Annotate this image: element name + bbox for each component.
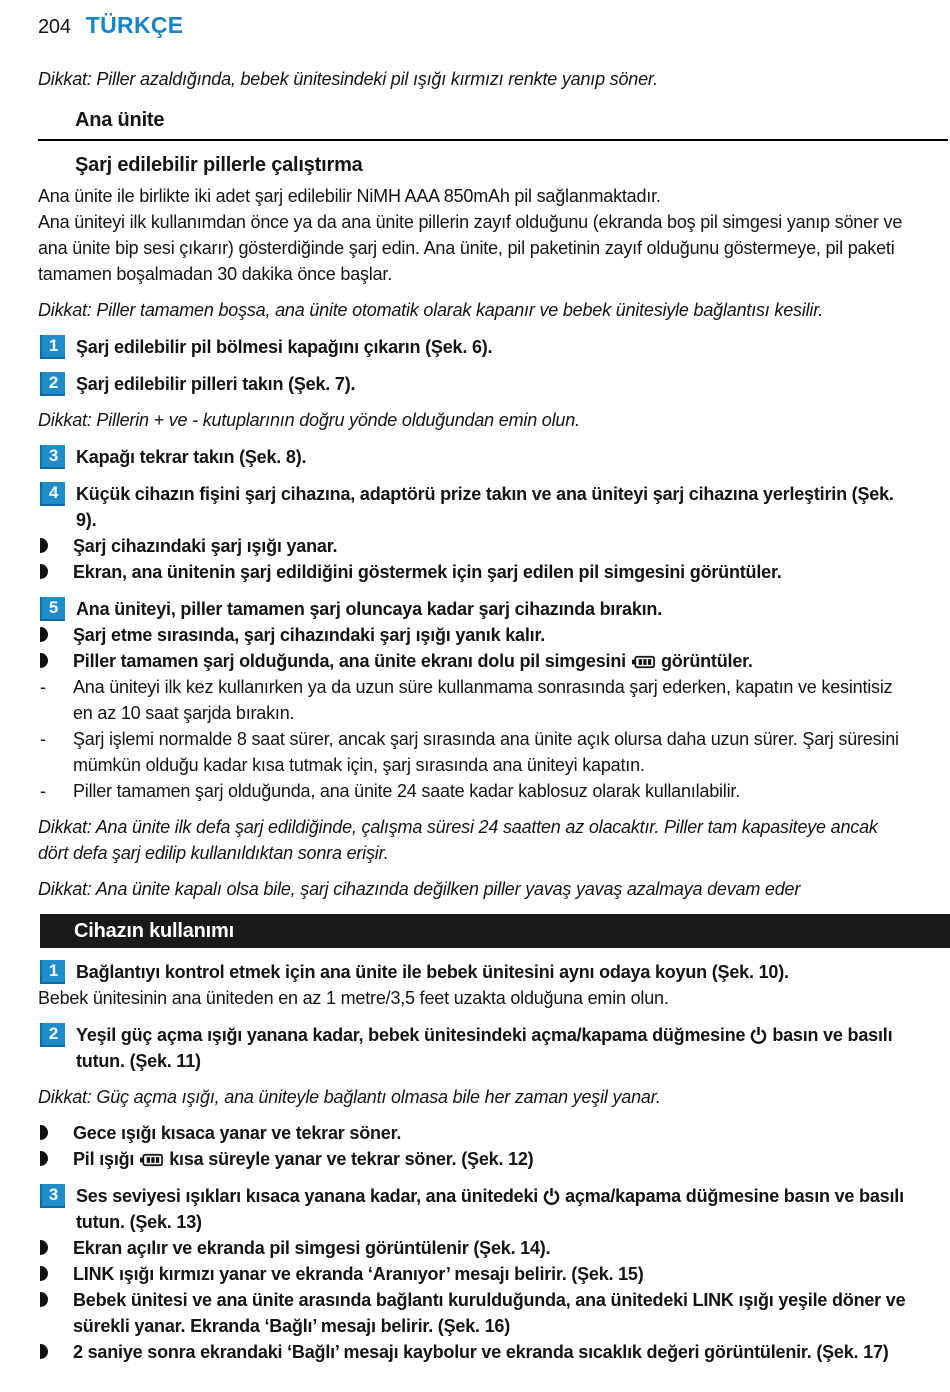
arrow-bullet-icon bbox=[40, 1240, 48, 1255]
note-slow-drain: Dikkat: Ana ünite kapalı olsa bile, şarj cihazında değilken piller yavaş yavaş azalmaya devam eder bbox=[38, 879, 801, 899]
result-text-after: kısa süreyle yanar ve tekrar söner. (Şek. 12) bbox=[169, 1149, 534, 1169]
result-item bbox=[40, 559, 910, 585]
result-text-after: görüntüler. bbox=[660, 651, 753, 671]
language-title: TÜRKÇE bbox=[85, 12, 184, 38]
power-icon bbox=[750, 1026, 767, 1044]
section-bar-title: Cihazın kullanımı bbox=[74, 920, 234, 942]
result-item bbox=[40, 533, 910, 559]
step-item bbox=[40, 334, 910, 360]
step-badge: 5 bbox=[40, 597, 65, 621]
result-text-before: Piller tamamen şarj olduğunda, ana ünite ekranı dolu pil simgesini bbox=[73, 651, 626, 671]
arrow-bullet-icon bbox=[40, 1292, 48, 1307]
step-text-before: Yeşil güç açma ışığı yanana kadar, bebek ünitesindeki açma/kapama düğmesine bbox=[76, 1025, 746, 1045]
step-text: Şarj edilebilir pilleri takın (Şek. 7). bbox=[76, 374, 356, 394]
section-bar bbox=[40, 914, 950, 948]
step-badge: 2 bbox=[40, 372, 65, 396]
arrow-bullet-icon bbox=[40, 1266, 48, 1281]
note-polarity: Dikkat: Pillerin + ve - kutuplarının doğru yönde olduğundan emin olun. bbox=[38, 410, 580, 430]
power-icon bbox=[543, 1187, 560, 1205]
step-badge: 1 bbox=[40, 960, 65, 984]
step-text-after: basın ve basılı tutun. (Şek. 11) bbox=[76, 1025, 893, 1071]
dash-bullet: - bbox=[40, 677, 46, 697]
step-badge: 2 bbox=[40, 1023, 65, 1047]
result-text: Ekran, ana ünitenin şarj edildiğini göstermek için şarj edilen pil simgesini görüntüler. bbox=[73, 562, 782, 582]
result-item bbox=[40, 1146, 910, 1172]
result-item bbox=[40, 622, 910, 648]
tip-item bbox=[40, 674, 910, 726]
tip-item bbox=[40, 726, 910, 778]
result-text: LINK ışığı kırmızı yanar ve ekranda ‘Aranıyor’ mesajı belirir. (Şek. 15) bbox=[73, 1264, 644, 1284]
paragraph-when-to-charge: Ana üniteyi ilk kullanımdan önce ya da ana ünite pillerin zayıf olduğunu (ekranda boş pil simgesi yanıp söner ve ana ünite bip sesi çıkarır) gösterdiğinde şarj edin. Ana ünite, pil paketinin zayıf olduğunu göstermeye, pil paketi tamamen boşalmadan 30 dakika önce başlar. bbox=[38, 212, 903, 284]
step-text-before: Ses seviyesi ışıkları kısaca yanana kadar, ana ünitedeki bbox=[76, 1186, 539, 1206]
arrow-bullet-icon bbox=[40, 653, 48, 668]
step-item bbox=[40, 371, 910, 397]
page-number: 204 bbox=[38, 16, 71, 38]
step-text: Bağlantıyı kontrol etmek için ana ünite ile bebek ünitesini aynı odaya koyun (Şek. 10). bbox=[76, 962, 789, 982]
step-badge: 1 bbox=[40, 335, 65, 359]
paragraph-batteries-included: Ana ünite ile birlikte iki adet şarj edilebilir NiMH AAA 850mAh pil sağlanmaktadır. bbox=[38, 186, 661, 206]
arrow-bullet-icon bbox=[40, 1151, 48, 1166]
result-text bbox=[73, 648, 910, 674]
paragraph-distance: Bebek ünitesinin ana üniteden en az 1 metre/3,5 feet uzakta olduğuna emin olun. bbox=[38, 988, 669, 1008]
section-heading-main-unit: Ana ünite bbox=[75, 109, 165, 131]
arrow-bullet-icon bbox=[40, 564, 48, 579]
step-text: Şarj edilebilir pil bölmesi kapağını çıkarın (Şek. 6). bbox=[76, 337, 493, 357]
result-text: Bebek ünitesi ve ana ünite arasında bağlantı kurulduğunda, ana ünitedeki LINK ışığı yeşile döner ve sürekli yanar. Ekranda ‘Bağlı’ mesajı belirir. (Şek. 16) bbox=[73, 1290, 906, 1336]
tip-item bbox=[40, 778, 910, 804]
result-item bbox=[40, 1339, 910, 1365]
step-text: Ana üniteyi, piller tamamen şarj oluncaya kadar şarj cihazında bırakın. bbox=[76, 599, 663, 619]
result-item bbox=[40, 648, 910, 674]
step-item bbox=[40, 959, 910, 985]
battery-full-icon bbox=[631, 655, 656, 669]
step-item bbox=[40, 444, 910, 470]
step-text bbox=[76, 1183, 910, 1235]
result-text: 2 saniye sonra ekrandaki ‘Bağlı’ mesajı kaybolur ve ekranda sıcaklık değeri görüntülenir. (Şek. 17) bbox=[73, 1342, 889, 1362]
step-text-after: açma/kapama düğmesine basın ve basılı tutun. (Şek. 13) bbox=[76, 1186, 904, 1232]
result-item bbox=[40, 1235, 910, 1261]
result-item bbox=[40, 1120, 910, 1146]
tip-text: Şarj işlemi normalde 8 saat sürer, ancak şarj sırasında ana ünite açık olursa daha uzun sürer. Şarj süresini mümkün olduğu kadar kısa tutmak için, şarj sırasında ana üniteyi kapatın. bbox=[73, 729, 899, 775]
arrow-bullet-icon bbox=[40, 1344, 48, 1359]
tip-text: Piller tamamen şarj olduğunda, ana ünite 24 saate kadar kablosuz olarak kullanılabilir. bbox=[73, 781, 741, 801]
result-text: Şarj etme sırasında, şarj cihazındaki şarj ışığı yanık kalır. bbox=[73, 625, 546, 645]
step-item bbox=[40, 1022, 910, 1074]
step-item bbox=[40, 1183, 910, 1235]
result-text bbox=[73, 1146, 910, 1172]
dash-bullet: - bbox=[40, 781, 46, 801]
arrow-bullet-icon bbox=[40, 538, 48, 553]
subsection-heading-charging: Şarj edilebilir pillerle çalıştırma bbox=[75, 154, 363, 176]
result-text: Şarj cihazındaki şarj ışığı yanar. bbox=[73, 536, 338, 556]
battery-full-icon bbox=[139, 1153, 164, 1167]
note-empty-battery: Dikkat: Piller tamamen boşsa, ana ünite otomatik olarak kapanır ve bebek ünitesiyle bağlantısı kesilir. bbox=[38, 300, 824, 320]
step-text bbox=[76, 1022, 910, 1074]
arrow-bullet-icon bbox=[40, 1125, 48, 1140]
step-badge: 3 bbox=[40, 445, 65, 469]
step-text: Kapağı tekrar takın (Şek. 8). bbox=[76, 447, 307, 467]
arrow-bullet-icon bbox=[40, 627, 48, 642]
step-badge: 4 bbox=[40, 482, 65, 506]
step-badge: 3 bbox=[40, 1184, 65, 1208]
dash-bullet: - bbox=[40, 729, 46, 749]
result-item bbox=[40, 1287, 910, 1339]
result-text: Gece ışığı kısaca yanar ve tekrar söner. bbox=[73, 1123, 402, 1143]
result-item bbox=[40, 1261, 910, 1287]
step-item bbox=[40, 481, 910, 533]
note-first-charge: Dikkat: Ana ünite ilk defa şarj edildiğinde, çalışma süresi 24 saatten az olacaktır. Piller tam kapasiteye ancak dört defa şarj edilip kullanıldıktan sonra erişir. bbox=[38, 817, 878, 863]
result-text-before: Pil ışığı bbox=[73, 1149, 135, 1169]
note-green-light: Dikkat: Güç açma ışığı, ana üniteyle bağlantı olmasa bile her zaman yeşil yanar. bbox=[38, 1087, 661, 1107]
section-rule bbox=[38, 139, 948, 141]
step-item bbox=[40, 596, 910, 622]
tip-text: Ana üniteyi ilk kez kullanırken ya da uzun süre kullanmama sonrasında şarj ederken, kapatın ve kesintisiz en az 10 saat şarjda bırakın. bbox=[73, 677, 893, 723]
page-header bbox=[38, 12, 910, 40]
note-low-battery: Dikkat: Piller azaldığında, bebek ünitesindeki pil ışığı kırmızı renkte yanıp söner. bbox=[38, 69, 658, 89]
result-text: Ekran açılır ve ekranda pil simgesi görüntülenir (Şek. 14). bbox=[73, 1238, 551, 1258]
step-text: Küçük cihazın fişini şarj cihazına, adaptörü prize takın ve ana üniteyi şarj cihazına yerleştirin (Şek. 9). bbox=[76, 484, 894, 530]
